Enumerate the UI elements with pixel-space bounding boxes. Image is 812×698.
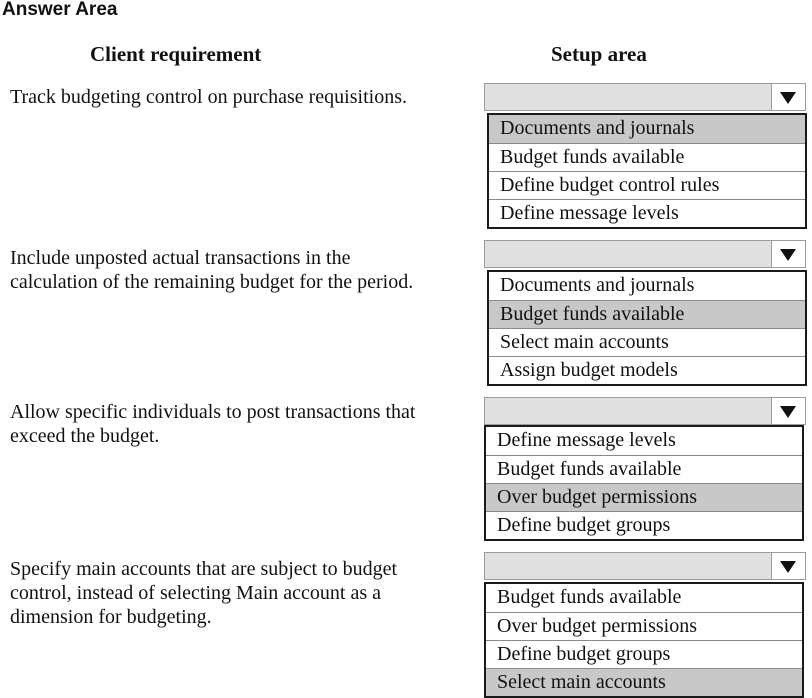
- option-2-2[interactable]: Budget funds available: [489, 300, 805, 328]
- option-4-2[interactable]: Over budget permissions: [486, 612, 802, 640]
- dropdown-3-toggle[interactable]: [771, 398, 805, 424]
- requirement-2-line-1: Include unposted actual transactions in the: [10, 247, 351, 269]
- dropdown-2-toggle[interactable]: [771, 241, 805, 267]
- setup-area-header: Setup area: [551, 42, 647, 66]
- chevron-down-icon: [780, 92, 796, 104]
- dropdown-4-toggle[interactable]: [771, 553, 805, 579]
- requirement-4-line-1: Specify main accounts that are subject to budget: [10, 558, 398, 580]
- option-3-2[interactable]: Budget funds available: [486, 455, 802, 483]
- requirement-3-line-2: exceed the budget.: [10, 425, 160, 447]
- chevron-down-icon: [780, 406, 796, 418]
- option-3-3[interactable]: Over budget permissions: [486, 483, 802, 511]
- requirement-2: [10, 246, 413, 294]
- requirement-3: [10, 400, 416, 448]
- option-4-1[interactable]: Budget funds available: [497, 586, 682, 608]
- requirement-4-line-3: dimension for budgeting.: [10, 606, 212, 628]
- dropdown-4[interactable]: [484, 552, 806, 580]
- option-2-4[interactable]: Assign budget models: [489, 356, 805, 384]
- requirement-1: [10, 85, 407, 109]
- dropdown-2[interactable]: [484, 240, 806, 268]
- option-3-1[interactable]: Define message levels: [497, 429, 676, 451]
- option-4-4[interactable]: Select main accounts: [486, 668, 802, 696]
- requirement-4: [10, 557, 397, 629]
- answer-area-title: Answer Area: [2, 0, 118, 20]
- requirement-2-line-2: calculation of the remaining budget for the period.: [10, 271, 414, 293]
- options-list-1: [487, 113, 807, 229]
- chevron-down-icon: [780, 561, 796, 573]
- options-list-4: [484, 582, 804, 698]
- option-1-2[interactable]: Budget funds available: [489, 143, 805, 171]
- requirement-4-line-2: control, instead of selecting Main account as a: [10, 582, 381, 604]
- option-2-3[interactable]: Select main accounts: [489, 328, 805, 356]
- option-4-3[interactable]: Define budget groups: [486, 640, 802, 668]
- option-1-4[interactable]: Define message levels: [489, 199, 805, 227]
- dropdown-3[interactable]: [484, 397, 806, 425]
- option-1-3[interactable]: Define budget control rules: [489, 171, 805, 199]
- option-1-1[interactable]: Documents and journals: [489, 115, 805, 143]
- option-2-1[interactable]: Documents and journals: [500, 274, 695, 296]
- requirement-1-line-1: Track budgeting control on purchase requisitions.: [10, 86, 407, 108]
- options-list-3: [484, 425, 804, 541]
- options-list-2: [487, 270, 807, 386]
- dropdown-1-toggle[interactable]: [771, 84, 805, 110]
- option-3-4[interactable]: Define budget groups: [486, 511, 802, 539]
- requirement-3-line-1: Allow specific individuals to post transactions that: [10, 401, 416, 423]
- dropdown-1[interactable]: [484, 83, 806, 111]
- chevron-down-icon: [780, 249, 796, 261]
- client-requirement-header: Client requirement: [90, 42, 262, 66]
